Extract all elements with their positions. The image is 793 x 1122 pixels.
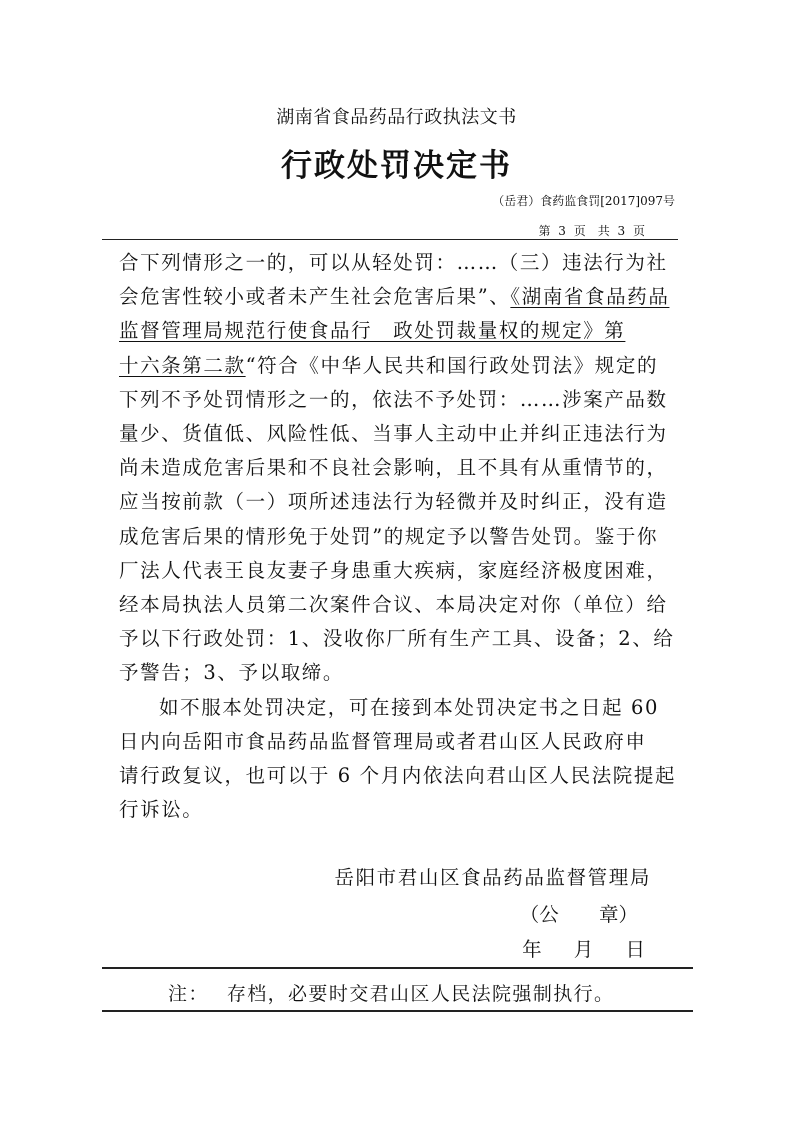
body-line-text: “符合《中华人民共和国行政处罚法》规定的: [245, 353, 659, 377]
body-line: 合下列情形之一的，可以从轻处罚：……（三）违法行为社: [119, 251, 668, 274]
decision-body: [119, 246, 679, 827]
body-line: 应当按前款（一）项所述违法行为轻微并及时纠正，没有造: [119, 490, 668, 514]
body-line: 下列不予处罚情形之一的，依法不予处罚：……涉案产品数: [119, 387, 668, 411]
appeal-line: 日内向岳阳市食品药品监督管理局或者君山区人民政府申: [119, 729, 647, 753]
body-line: 厂法人代表王良友妻子身患重大疾病，家庭经济极度困难，: [119, 558, 668, 582]
footnote: [168, 979, 614, 1006]
regulation-reference: 《湖南省食品药品: [510, 285, 670, 309]
body-line: 予以下行政处罚：1、没收你厂所有生产工具、设备；2、给: [119, 627, 675, 651]
document-number: （岳君）食药监食罚[2017]097号: [492, 194, 675, 208]
regulation-reference: 监督管理局规范行使食品行 政处罚裁量权的规定》第: [119, 319, 626, 343]
body-line: 经本局执法人员第二次案件合议、本局决定对你（单位）给: [119, 593, 668, 617]
header-divider: [102, 239, 678, 240]
footnote-text: 存档，必要时交君山区人民法院强制执行。: [226, 983, 615, 1005]
page-counter: 第 3 页 共 3 页: [538, 224, 645, 238]
footnote-label: 注：: [168, 983, 209, 1005]
body-line: 予警告；3、予以取缔。: [119, 661, 345, 685]
appeal-line: 行诉讼。: [119, 798, 204, 822]
issuer-series-title: 湖南省食品药品行政执法文书: [276, 107, 517, 128]
body-line-text: 会危害性较小或者未产生社会危害后果”、: [119, 285, 511, 309]
body-line: 量少、货值低、风险性低、当事人主动中止并纠正违法行为: [119, 422, 668, 446]
body-line: [119, 349, 679, 383]
footer-divider-bottom: [102, 1010, 693, 1012]
document-title: 行政处罚决定书: [281, 148, 512, 184]
regulation-reference: 十六条第二款: [119, 353, 246, 377]
body-line: 尚未造成危害后果和不良社会影响，且不具有从重情节的，: [119, 456, 668, 480]
body-line: [119, 280, 679, 314]
issuing-organization: 岳阳市君山区食品药品监督管理局: [334, 866, 651, 889]
signature-date: 年 月 日: [522, 938, 645, 961]
appeal-line: 请行政复议，也可以于 6 个月内依法向君山区人民法院提起: [119, 764, 677, 788]
footer-divider-top: [102, 967, 693, 969]
body-line: [119, 314, 679, 348]
official-seal-placeholder: （公 章）: [519, 903, 638, 926]
body-line: 成危害后果的情形免于处罚”的规定予以警告处罚。鉴于你: [119, 524, 659, 548]
appeal-line: 如不服本处罚决定，可在接到本处罚决定书之日起 60: [159, 695, 660, 719]
